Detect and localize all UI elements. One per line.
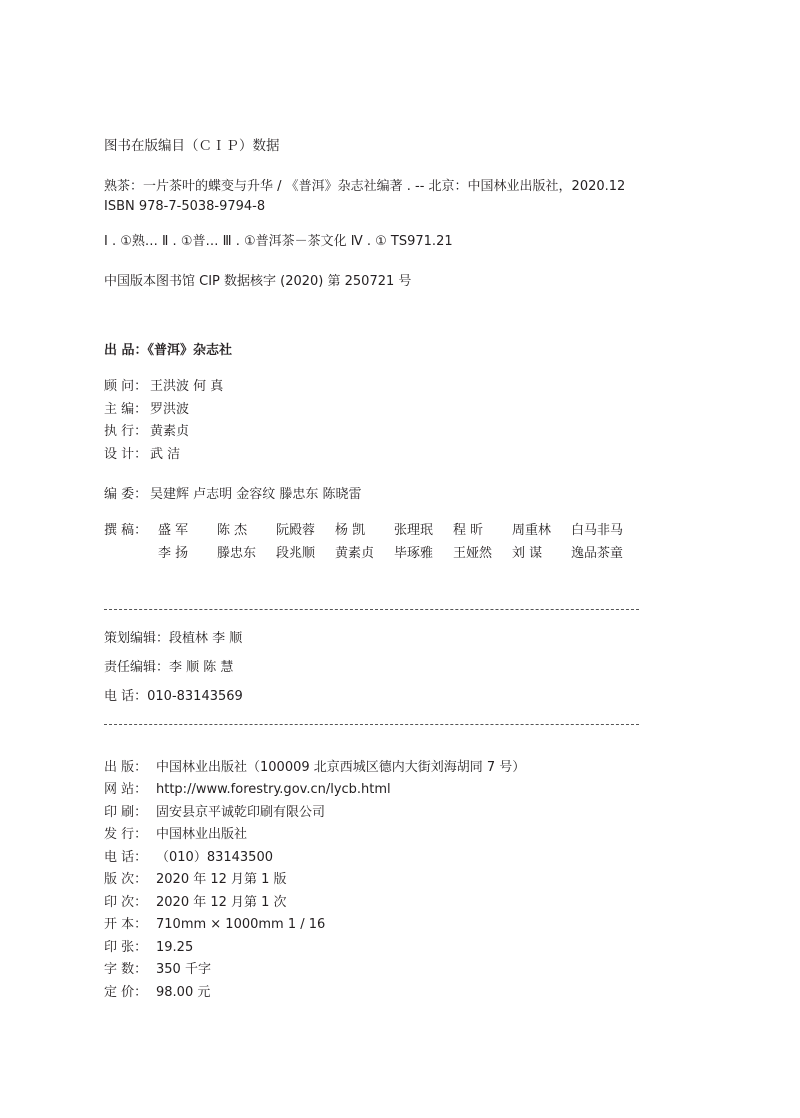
publication-value: 710mm × 1000mm 1 / 16: [156, 917, 326, 932]
writers-row-2: [158, 546, 630, 562]
writer-name: 逸品茶童: [571, 546, 624, 561]
producer-label: 出 品：: [104, 343, 148, 358]
writer-name: 段兆顺: [276, 546, 316, 561]
writer-name: 刘 谋: [512, 546, 543, 561]
publication-label: 发 行：: [104, 827, 148, 842]
producer: [104, 343, 232, 359]
isbn: ISBN 978-7-5038-9794-8: [104, 199, 266, 214]
publication-row: [104, 917, 325, 933]
publication-value: http://www.forestry.gov.cn/lycb.html: [156, 782, 391, 797]
staff-value: 王洪波 何 真: [150, 379, 224, 394]
writers-row-1: [158, 523, 630, 539]
writer-name: 毕琢雅: [394, 546, 434, 561]
publication-value: 19.25: [156, 940, 194, 955]
publication-row: [104, 805, 325, 821]
publication-label: 版 次：: [104, 872, 148, 887]
staff-row: [104, 402, 189, 418]
publication-value: 中国林业出版社（100009 北京西城区德内大街刘海胡同 7 号）: [156, 760, 526, 775]
planning-row: [104, 631, 242, 647]
editorial-board: [104, 487, 362, 503]
staff-label: 执 行：: [104, 424, 148, 439]
classification: Ⅰ . ①熟… Ⅱ . ①普… Ⅲ . ①普洱茶－茶文化 Ⅳ . ① TS971.21: [104, 234, 453, 249]
planning-label: 策划编辑：: [104, 631, 170, 646]
divider: [104, 724, 639, 725]
publication-value: 固安县京平诚乾印刷有限公司: [156, 805, 326, 820]
cip-title: 图书在版编目（ＣＩＰ）数据: [104, 138, 280, 154]
publication-value: 中国林业出版社: [156, 827, 248, 842]
publication-row: [104, 940, 193, 956]
writer-name: 李 扬: [158, 546, 189, 561]
staff-row: [104, 447, 180, 463]
planning-label: 责任编辑：: [104, 660, 170, 675]
publication-label: 印 次：: [104, 895, 148, 910]
editors-label: 编 委：: [104, 487, 148, 502]
writer-name: 滕忠东: [217, 546, 257, 561]
planning-row: [104, 689, 243, 705]
staff-value: 武 洁: [150, 447, 181, 462]
publication-label: 开 本：: [104, 917, 148, 932]
writer-name: 王娅然: [453, 546, 493, 561]
staff-value: 罗洪波: [150, 402, 190, 417]
publication-row: [104, 985, 210, 1001]
publication-label: 印 张：: [104, 940, 148, 955]
writer-name: 盛 军: [158, 523, 189, 538]
publication-label: 印 刷：: [104, 805, 148, 820]
publication-label: 网 站：: [104, 782, 148, 797]
publication-row: [104, 962, 211, 978]
staff-label: 顾 问：: [104, 379, 148, 394]
publication-value: （010）83143500: [156, 850, 273, 865]
writer-name: 白马非马: [571, 523, 624, 538]
publication-row: [104, 760, 525, 776]
staff-row: [104, 424, 189, 440]
publication-value: 98.00 元: [156, 985, 211, 1000]
publication-row: [104, 872, 287, 888]
publication-row: [104, 895, 287, 911]
writer-name: 黄素贞: [335, 546, 375, 561]
staff-row: [104, 379, 223, 395]
staff-label: 设 计：: [104, 447, 148, 462]
catalog-number: 中国版本图书馆 CIP 数据核字 (2020) 第 250721 号: [104, 274, 412, 289]
publication-row: [104, 850, 273, 866]
publication-row: [104, 782, 391, 798]
staff-value: 黄素贞: [150, 424, 190, 439]
writer-name: 程 昕: [453, 523, 484, 538]
planning-label: 电 话：: [104, 689, 148, 704]
planning-value: 李 顺 陈 慧: [169, 660, 234, 675]
publication-label: 字 数：: [104, 962, 148, 977]
writer-name: 陈 杰: [217, 523, 248, 538]
publication-label: 定 价：: [104, 985, 148, 1000]
producer-value: 《普洱》杂志社: [147, 343, 233, 358]
writers-label: 撰 稿：: [104, 523, 148, 538]
publication-label: 出 版：: [104, 760, 148, 775]
publication-label: 电 话：: [104, 850, 148, 865]
planning-value: 段植林 李 顺: [169, 631, 243, 646]
writer-name: 阮殿蓉: [276, 523, 316, 538]
publication-value: 2020 年 12 月第 1 版: [156, 872, 287, 887]
editors-value: 吴建辉 卢志明 金容纹 滕忠东 陈晓雷: [150, 487, 362, 502]
writer-name: 张理珉: [394, 523, 434, 538]
cip-title-line: 熟茶：一片茶叶的蝶变与升华 / 《普洱》杂志社编著 . -- 北京：中国林业出版社，2020.12: [104, 179, 626, 194]
divider: [104, 609, 639, 610]
publication-value: 2020 年 12 月第 1 次: [156, 895, 287, 910]
publication-row: [104, 827, 247, 843]
writer-name: 周重林: [512, 523, 552, 538]
staff-label: 主 编：: [104, 402, 148, 417]
writer-name: 杨 凯: [335, 523, 366, 538]
publication-value: 350 千字: [156, 962, 211, 977]
planning-value: 010-83143569: [147, 689, 243, 704]
planning-row: [104, 660, 233, 676]
